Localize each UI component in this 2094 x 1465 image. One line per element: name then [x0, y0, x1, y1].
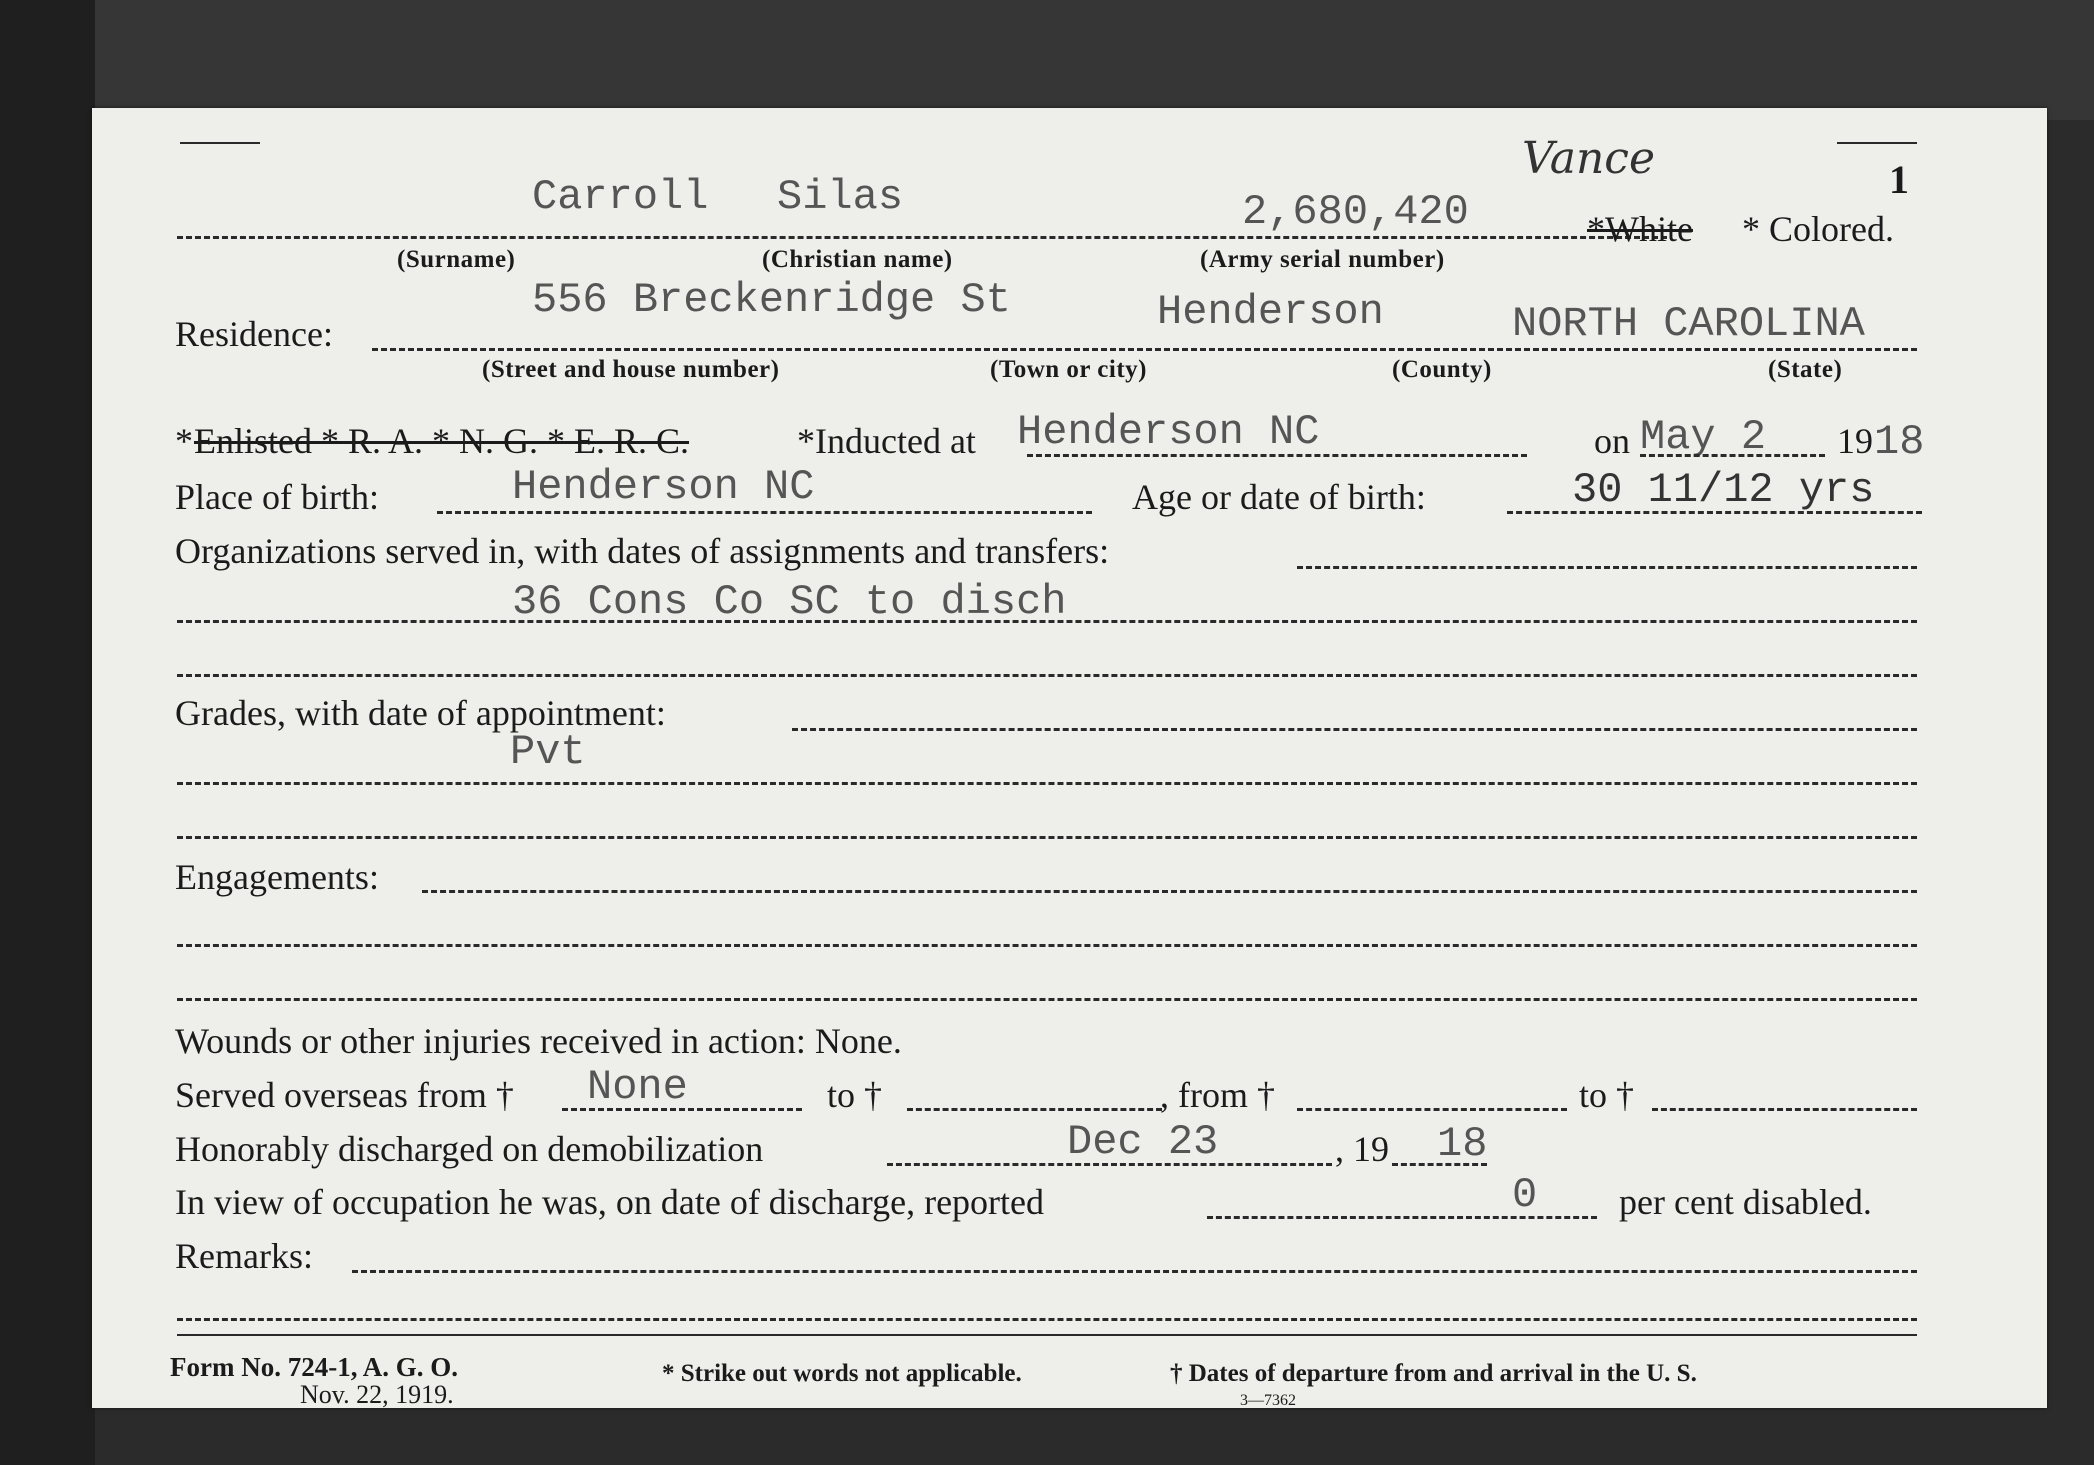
state-value: NORTH CAROLINA — [1512, 300, 1865, 348]
overseas-from-label-2: , from † — [1160, 1075, 1275, 1115]
overseas-from-value: None — [587, 1063, 688, 1111]
organizations-line-2 — [177, 620, 1917, 623]
organizations-label: Organizations served in, with dates of assignments and transfers: — [175, 531, 1110, 571]
state-caption: (State) — [1768, 356, 1843, 383]
disabled-label: per cent disabled. — [1619, 1182, 1872, 1222]
discharged-label: Honorably discharged on demobilization — [175, 1129, 764, 1169]
age-line — [1507, 511, 1922, 514]
age-label: Age or date of birth: — [1132, 477, 1426, 517]
christian-name-caption: (Christian name) — [762, 246, 953, 273]
form-date: Nov. 22, 1919. — [300, 1380, 454, 1409]
inducted-line — [1027, 454, 1527, 457]
discharge-year-value: 18 — [1437, 1120, 1488, 1168]
grades-line-2 — [177, 782, 1917, 785]
overseas-from-label: Served overseas from † — [175, 1075, 514, 1115]
enlisted-prefix: * — [175, 421, 193, 461]
organizations-line-1 — [1297, 566, 1917, 569]
county-note: Vance — [1522, 133, 1655, 184]
surname-value: Carroll — [532, 173, 709, 221]
overseas-to-label-1: to † — [827, 1075, 883, 1115]
wounds-label: Wounds or other injuries received in action: None. — [175, 1021, 902, 1061]
grades-label: Grades, with date of appointment: — [175, 693, 666, 733]
disabled-percent-value: 0 — [1512, 1171, 1538, 1219]
form-number: Form No. 724-1, A. G. O. — [170, 1352, 458, 1382]
overseas-from-line — [562, 1108, 802, 1111]
inducted-at-value: Henderson NC — [1017, 408, 1320, 456]
discharge-date-line — [887, 1163, 1332, 1166]
residence-line — [372, 348, 1917, 351]
dates-note: † Dates of departure from and arrival in the U. S. — [1170, 1360, 1697, 1387]
remarks-line-1 — [352, 1270, 1917, 1273]
on-label: on — [1594, 421, 1630, 461]
grades-line-1 — [792, 728, 1917, 731]
surname-caption: (Surname) — [397, 246, 516, 273]
street-value: 556 Breckenridge St — [532, 276, 1011, 324]
engagements-label: Engagements: — [175, 857, 379, 897]
serial-caption: (Army serial number) — [1200, 246, 1445, 273]
inducted-year-value: 18 — [1874, 418, 1925, 466]
background-top — [0, 0, 2094, 120]
age-value: 30 11/12 yrs — [1572, 466, 1875, 514]
disabled-line — [1207, 1216, 1597, 1219]
year-prefix: 19 — [1837, 421, 1873, 461]
overseas-from-line-2 — [1297, 1108, 1567, 1111]
footer-rule — [177, 1334, 1917, 1336]
race-white: *White — [1587, 209, 1693, 249]
town-caption: (Town or city) — [990, 356, 1147, 383]
discharge-year-prefix: , 19 — [1335, 1129, 1389, 1169]
residence-label: Residence: — [175, 314, 333, 354]
engagements-line-2 — [177, 944, 1917, 947]
engagements-line-3 — [177, 998, 1917, 1001]
engagements-line-1 — [422, 890, 1917, 893]
grades-line-3 — [177, 836, 1917, 839]
inducted-date-value: May 2 — [1640, 413, 1767, 461]
overseas-to-label-2: to † — [1579, 1075, 1635, 1115]
corner-mark-left — [180, 142, 260, 144]
discharge-year-line — [1392, 1163, 1487, 1166]
place-of-birth-value: Henderson NC — [512, 463, 815, 511]
print-code: 3—7362 — [1240, 1392, 1296, 1409]
organization-value: 36 Cons Co SC to disch — [512, 578, 1067, 626]
strike-note: * Strike out words not applicable. — [662, 1360, 1022, 1387]
county-caption: (County) — [1392, 356, 1492, 383]
street-caption: (Street and house number) — [482, 356, 780, 383]
inducted-label: *Inducted at — [797, 421, 976, 461]
grade-value: Pvt — [510, 728, 586, 776]
discharge-date-value: Dec 23 — [1067, 1118, 1219, 1166]
corner-mark-right — [1837, 142, 1917, 144]
card-number: 1 — [1889, 157, 1909, 202]
organizations-line-3 — [177, 674, 1917, 677]
occupation-label: In view of occupation he was, on date of discharge, reported — [175, 1182, 1045, 1222]
name-line — [177, 236, 1667, 239]
inducted-date-line — [1640, 454, 1825, 457]
overseas-to-line-2 — [1652, 1108, 1917, 1111]
place-of-birth-label: Place of birth: — [175, 477, 379, 517]
town-value: Henderson — [1157, 288, 1384, 336]
overseas-to-line-1 — [907, 1108, 1162, 1111]
remarks-line-2 — [177, 1318, 1917, 1321]
serial-number-value: 2,680,420 — [1242, 188, 1469, 236]
remarks-label: Remarks: — [175, 1236, 313, 1276]
place-of-birth-line — [437, 511, 1092, 514]
enlisted-struck: Enlisted * R. A. * N. G. * E. R. C. — [194, 421, 690, 461]
christian-name-value: Silas — [777, 173, 904, 221]
service-record-card — [92, 108, 2047, 1408]
background-left — [0, 0, 95, 1465]
race-colored: * Colored. — [1742, 209, 1894, 249]
